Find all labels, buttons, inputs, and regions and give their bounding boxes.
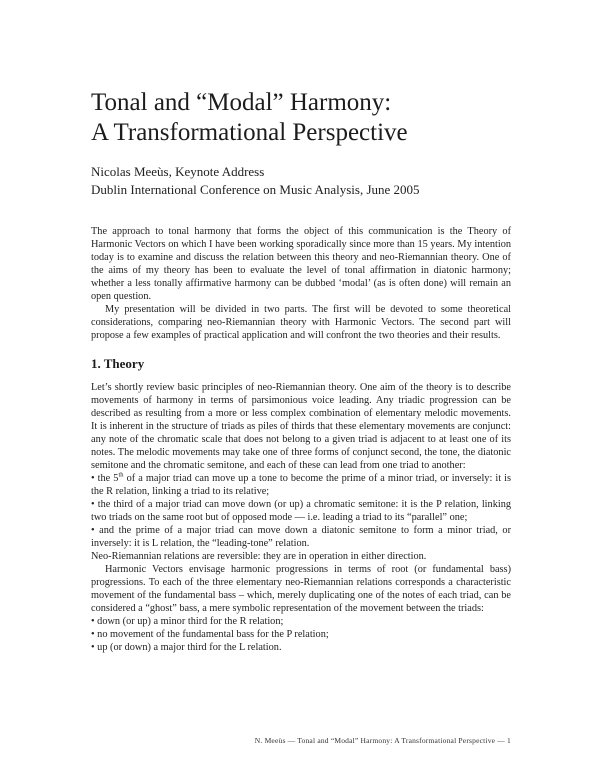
title-line-1: Tonal and “Modal” Harmony: bbox=[91, 89, 392, 116]
intro-paragraph-1: The approach to tonal harmony that forms the object of this communication is the Theory of Harmonic Vectors on which I have been working sporadically since more than 15 years. My intention today is to examine and discuss the relation between this theory and neo-Riemannian theory. One of the aims of my theory has been to evaluate the level of tonal affirmation in diatonic harmony; whether a less tonally affirmative harmony can be dubbed ‘modal’ (as is often done) will remain an open question. bbox=[91, 226, 511, 302]
bullet-r-text-post: of a major triad can move up a tone to become the prime of a minor triad, or inversely: it is the R relation, linking a triad to its relative; bbox=[91, 473, 512, 497]
bullet-p-bass: • no movement of the fundamental bass for the P relation; bbox=[91, 629, 329, 640]
author-name: Nicolas Meeùs, Keynote Address bbox=[91, 164, 265, 179]
intro-paragraph-2: My presentation will be divided in two parts. The first will be devoted to some theoretical considerations, comparing neo-Riemannian theory with Harmonic Vectors. The second part will propose a few examples of practical application and will confront the two theories and their results. bbox=[91, 304, 511, 341]
theory-paragraph-3: Harmonic Vectors envisage harmonic progressions in terms of root (or fundamental bass) progressions. To each of the three elementary neo-Riemannian relations corresponds a characteristic movement of the fundamental bass – which, merely duplicating one of the notes of each triad, can be considered a “ghost” bass, a mere symbolic representation of the movement between the triads: bbox=[91, 564, 511, 614]
bullet-l-bass: • up (or down) a major third for the L relation. bbox=[91, 642, 282, 653]
bullet-p-relation: • the third of a major triad can move down (or up) a chromatic semitone: it is the P relation, linking two triads on the same root but of opposed mode — i.e. leading a triad to its “parallel” one; bbox=[91, 499, 511, 523]
running-footer: N. Meeùs — Tonal and “Modal” Harmony: A Transformational Perspective — 1 bbox=[254, 736, 511, 745]
section-heading: 1. Theory bbox=[91, 356, 145, 371]
bullet-r-bass: • down (or up) a minor third for the R relation; bbox=[91, 616, 284, 627]
paper-title bbox=[91, 88, 531, 148]
bullet-r-text-pre: • the 5 bbox=[91, 473, 119, 484]
author-block bbox=[91, 163, 531, 199]
title-line-2: A Transformational Perspective bbox=[91, 119, 408, 146]
theory-paragraph-1: Let’s shortly review basic principles of neo-Riemannian theory. One aim of the theory is to describe movements of harmony in terms of parsimonious voice leading. Any triadic progression can be described as resulting from a more or less complex combination of elementary melodic movements. It is inherent in the structure of triads as piles of thirds that these elementary movements are conjunct: any note of the chromatic scale that does not belong to a given triad is adjacent to at least one of its notes. The melodic movements may take one of three forms of conjunct second, the tone, the diatonic semitone and the chromatic semitone, and each of these can lead from one triad to another: bbox=[91, 382, 511, 471]
bullet-l-relation: • and the prime of a major triad can move down a diatonic semitone to form a minor triad, or inversely: it is L relation, the “leading-tone” relation. bbox=[91, 525, 511, 549]
conference-name: Dublin International Conference on Music Analysis, June 2005 bbox=[91, 182, 420, 197]
body-text bbox=[91, 225, 511, 654]
ordinal-superscript: th bbox=[118, 471, 124, 479]
theory-paragraph-2: Neo-Riemannian relations are reversible: they are in operation in either direction. bbox=[91, 551, 427, 562]
bullet-r-relation bbox=[91, 472, 511, 498]
